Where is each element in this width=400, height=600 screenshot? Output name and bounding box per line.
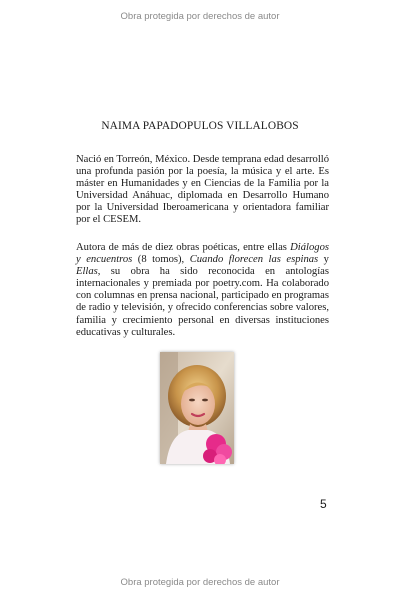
book-title: Ellas: [76, 266, 98, 278]
bio-text: y: [318, 254, 329, 266]
book-title: Cuando florecen las espinas: [189, 254, 319, 266]
book-title: Diálogos y encuentros: [76, 242, 329, 266]
author-photo: [160, 352, 234, 464]
bio-paragraph-2: [76, 242, 329, 339]
author-portrait-image: [160, 352, 234, 464]
copyright-watermark-bottom: Obra protegida por derechos de autor: [120, 577, 280, 588]
bio-paragraph-1: Nació en Torreón, México. Desde temprana edad desarrolló una profunda pasión por la poesía, la música y el arte. Es máster en Humanidades y en Ciencias de la Familia por la Universidad Anáhuac, diplomada en Desarrollo Humano por la Universidad Iberoamericana y orientadora familiar por el CESEM.: [76, 154, 329, 226]
bio-text: Autora de más de diez obras poéticas, entre ellas: [76, 242, 291, 253]
page-number: 5: [320, 497, 327, 511]
bio-text: , su obra ha sido reconocida en antologías internacionales y premiada por poetry.com. Ha colaborado con columnas en prensa nacional, participado en programas de radio y televisión, y ofrecido conferencias sobre valores, familia y crecimiento personal en diversas instituciones educativas y culturales.: [76, 266, 329, 338]
copyright-watermark-top: Obra protegida por derechos de autor: [120, 11, 280, 22]
author-name-heading: NAIMA PAPADOPULOS VILLALOBOS: [101, 120, 299, 132]
bio-text: (8 tomos),: [132, 254, 190, 266]
